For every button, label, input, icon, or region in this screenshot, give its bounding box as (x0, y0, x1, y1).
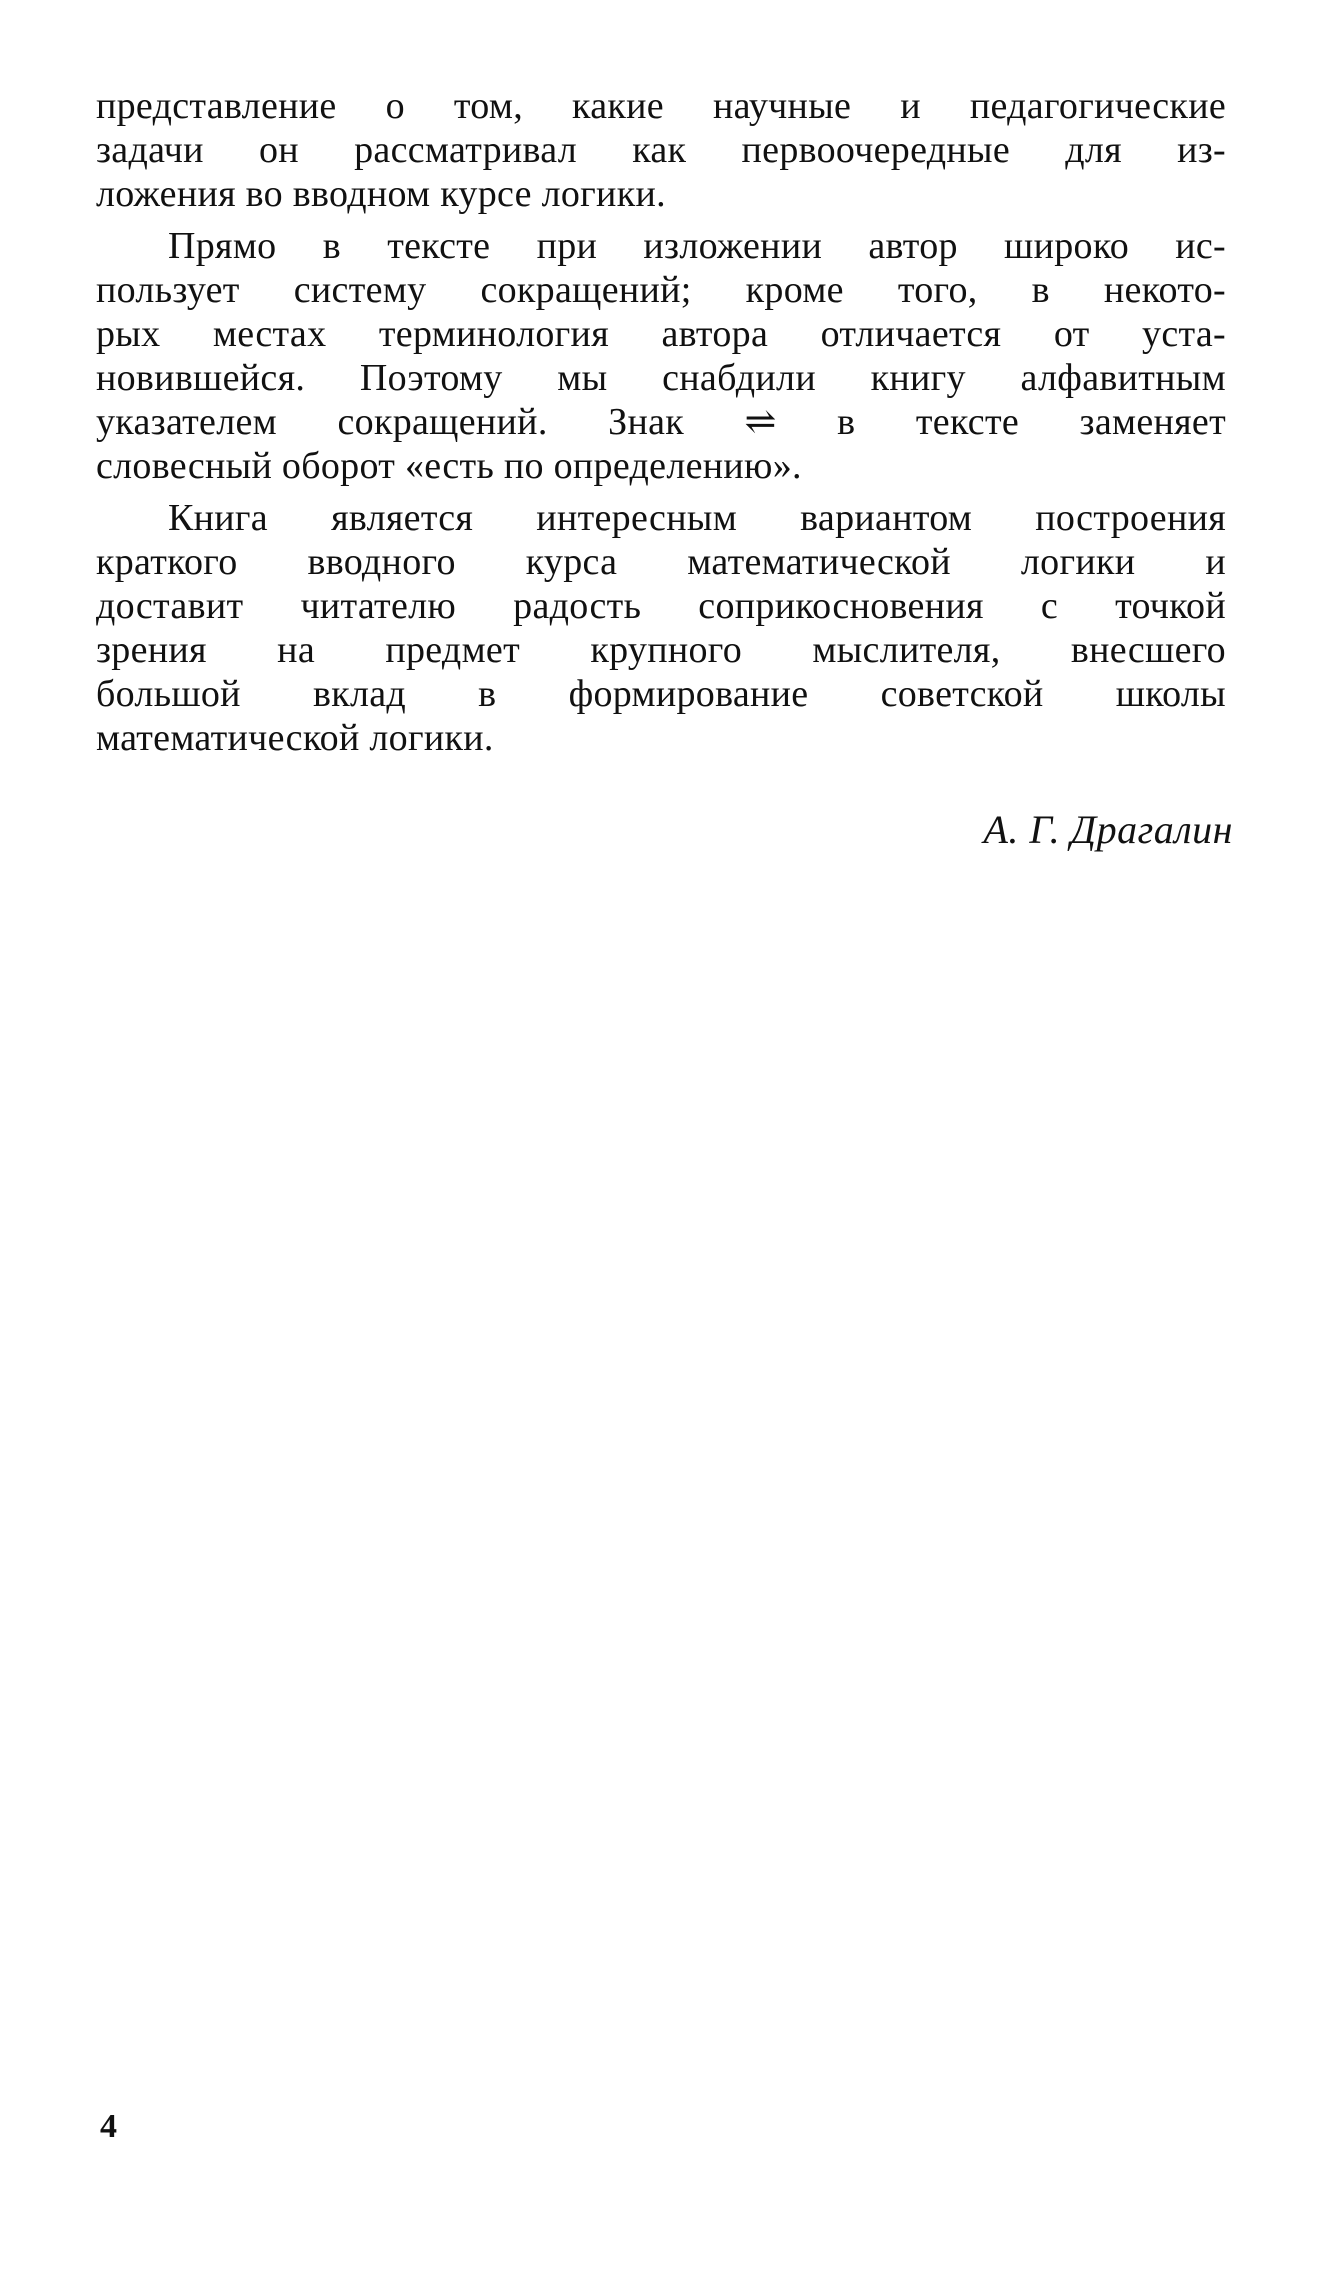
text-line: Прямо в тексте при изложении автор широко ис- (168, 225, 1226, 267)
text-line: ложения во вводном курсе логики. (96, 173, 666, 215)
text-line: рых местах терминология автора отличается от уста- (96, 313, 1226, 355)
text-line: пользует систему сокращений; кроме того, в некото- (96, 269, 1226, 311)
body-text (96, 84, 1226, 768)
text-line: словесный оборот «есть по определению». (96, 445, 802, 487)
text-line: задачи он рассматривал как первоочередные для из- (96, 129, 1226, 171)
text-line: математической логики. (96, 717, 494, 759)
paragraph-2 (96, 224, 1226, 488)
paragraph-3 (96, 496, 1226, 760)
text-line: доставит читателю радость соприкосновения с точкой (96, 585, 1226, 627)
author-signature: А. Г. Драгалин (983, 807, 1233, 852)
paragraph-1 (96, 84, 1226, 216)
text-line: краткого вводного курса математической логики и (96, 541, 1226, 583)
text-line: представление о том, какие научные и педагогические (96, 85, 1226, 127)
text-line: новившейся. Поэтому мы снабдили книгу алфавитным (96, 357, 1226, 399)
page-number: 4 (100, 2108, 117, 2145)
text-line: указателем сокращений. Знак ⇌ в тексте заменяет (96, 401, 1226, 443)
text-line: Книга является интересным вариантом построения (168, 497, 1226, 539)
text-line: большой вклад в формирование советской школы (96, 673, 1226, 715)
text-line: зрения на предмет крупного мыслителя, внесшего (96, 629, 1226, 671)
